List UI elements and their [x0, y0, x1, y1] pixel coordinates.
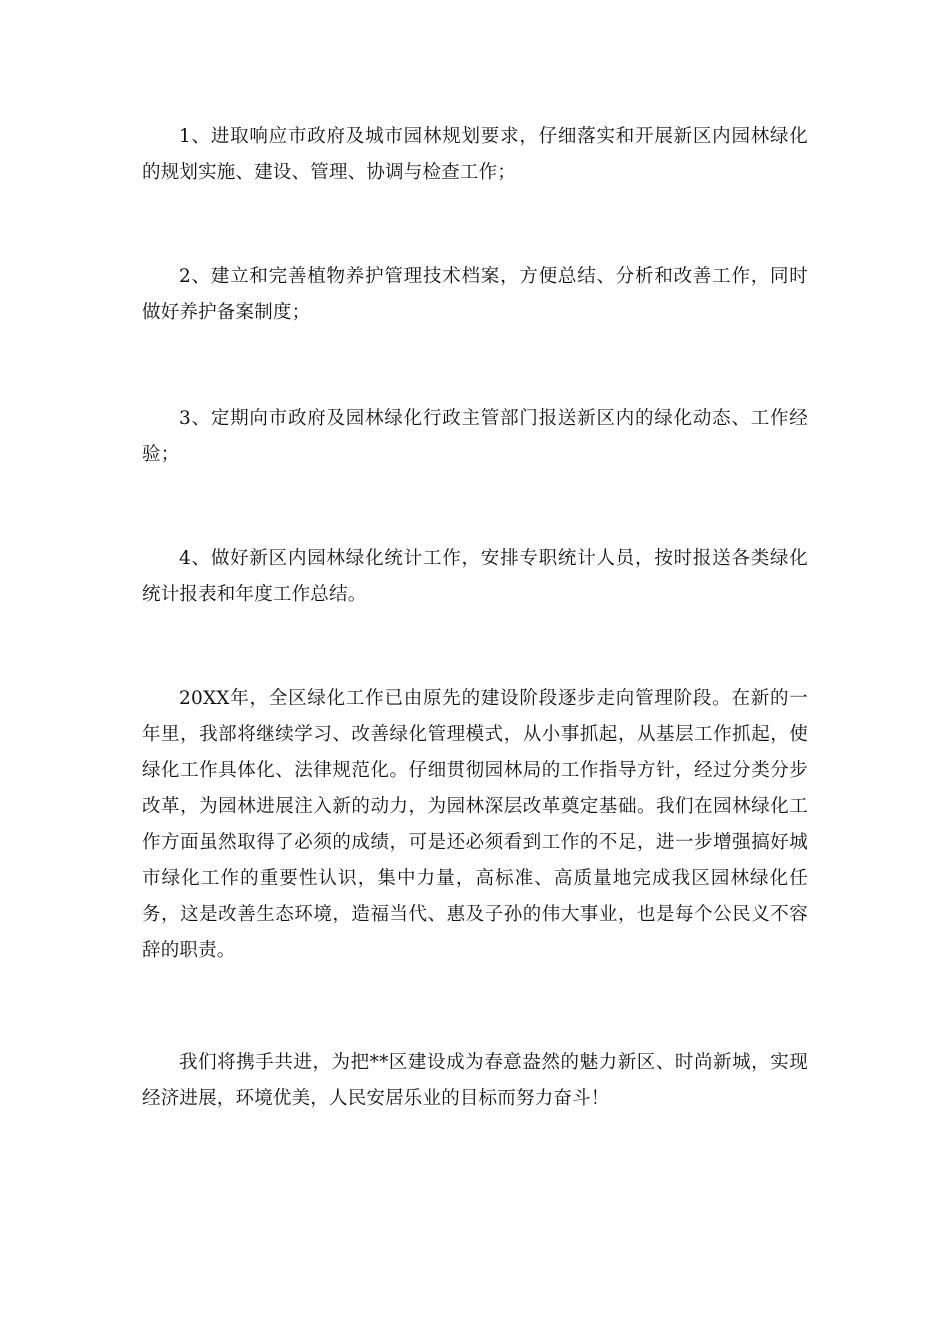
- paragraph-item-4: 4、做好新区内园林绿化统计工作，安排专职统计人员，按时报送各类绿化统计报表和年度工作总结。: [142, 548, 808, 605]
- paragraph-item-2: 2、建立和完善植物养护管理技术档案，方便总结、分析和改善工作，同时做好养护备案制度；: [142, 266, 808, 323]
- paragraph-item-1: 1、进取响应市政府及城市园林规划要求，仔细落实和开展新区内园林绿化的规划实施、建设、管理、协调与检查工作；: [142, 126, 808, 183]
- paragraph-closing: 我们将携手共进，为把**区建设成为春意盎然的魅力新区、时尚新城，实现经济进展，环境优美，人民安居乐业的目标而努力奋斗！: [142, 1052, 808, 1109]
- paragraph-summary: 20XX年，全区绿化工作已由原先的建设阶段逐步走向管理阶段。在新的一年里，我部将继续学习、改善绿化管理模式，从小事抓起，从基层工作抓起，使绿化工作具体化、法律规范化。仔细贯彻园林局的工作指导方针，经过分类分步改革，为园林进展注入新的动力，为园林深层改革奠定基础。我们在园林绿化工作方面虽然取得了必须的成绩，可是还必须看到工作的不足，进一步增强搞好城市绿化工作的重要性认识，集中力量，高标准、高质量地完成我区园林绿化任务，这是改善生态环境，造福当代、惠及子孙的伟大事业，也是每个公民义不容辞的职责。: [142, 688, 808, 961]
- paragraph-item-3: 3、定期向市政府及园林绿化行政主管部门报送新区内的绿化动态、工作经验；: [142, 408, 808, 465]
